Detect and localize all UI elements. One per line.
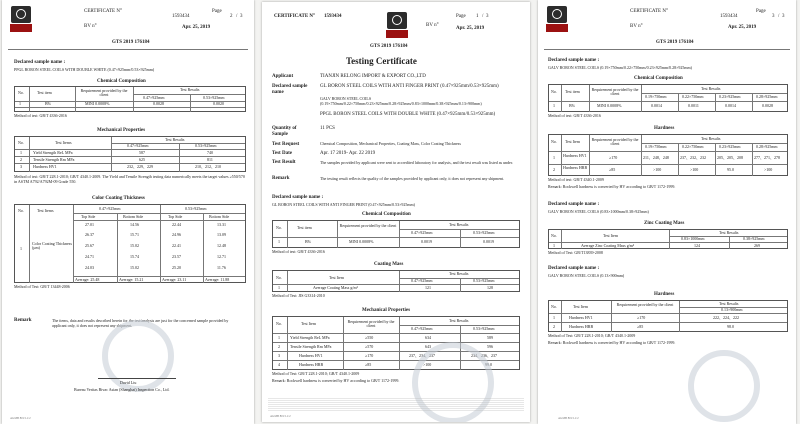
table-cell: 1 [278, 285, 280, 290]
table-header: 0.28×925mm [756, 94, 778, 99]
table-cell: Hardness HV1 [569, 315, 593, 320]
method-note: Method of Test: GB/T13839-2008 [548, 250, 603, 255]
table-header: No. [18, 140, 24, 145]
table-cell: 22.41 [172, 243, 181, 248]
bv-label: BV n° [426, 23, 439, 28]
declared-label: Declared sample name : [14, 60, 66, 65]
table-cell: 1 [278, 239, 280, 244]
table-cell: Tensile Strength Rm MPa [290, 344, 332, 349]
table-cell: 2 [278, 344, 280, 349]
table-header: Test Results [701, 86, 721, 91]
certificate-page-2 [2, 0, 254, 424]
table-header: Test Item [565, 139, 580, 144]
table-header: 0.47×925mm [411, 230, 433, 235]
method-note: Method of test: GB/T 228.1-2010; GB/T 4340.1-2009. The Yield and Tensile Strength testing data numerically meets the target values ≥550/570 in ASTM A792/A792M-09 Grade 550. [14, 174, 245, 184]
table-cell: Hardness HV1 [299, 353, 323, 358]
table-cell: 3 [278, 353, 280, 358]
table-cell: 15.02 [130, 243, 139, 248]
table-header: Requirement provided by the client [591, 137, 639, 146]
page-total: 3 [486, 14, 489, 19]
field-value: TIANJIN RELONG IMPORT & EXPORT CO.,LTD [320, 74, 426, 79]
table-cell: 2 [553, 324, 555, 329]
table-cell: Hardness HRB [569, 324, 594, 329]
section-title: Mechanical Properties [97, 128, 146, 133]
table-cell: Hardness HRB [299, 362, 324, 367]
field-value: The samples provided by applicant were sent to accredited laboratory for analysis, and the test result was listed as under. [320, 160, 513, 165]
table-header: Test Item [603, 233, 618, 238]
bv-label: BV n° [630, 24, 643, 29]
page-label: Page [456, 14, 466, 19]
table-header: Test Results [449, 271, 469, 276]
table-cell: 95.0 [727, 167, 734, 172]
table-header: 0.53×925mm [185, 206, 207, 211]
coating-mass-table [272, 270, 520, 292]
table-cell: >100 [764, 167, 773, 172]
table-cell: 277、271、278 [754, 155, 780, 160]
table-cell: 0.0014 [651, 103, 662, 108]
page-separator: / [236, 14, 238, 19]
footer-code: AGMB 8013-1/2 [270, 414, 291, 418]
table-header: No. [551, 139, 557, 144]
table-header: Test Item [301, 321, 316, 326]
table-cell: 811 [207, 157, 213, 162]
method-note: Method of Test: JIS G3314-2010 [272, 293, 325, 298]
table-header: No. [551, 304, 557, 309]
bureau-veritas-logo [386, 12, 408, 39]
footer-code: AGMB 8013-1/2 [10, 416, 31, 420]
table-cell: Tensile Strength Rm MPa [33, 157, 75, 162]
table-cell: 0.0019 [483, 239, 494, 244]
declared-label: Declared sample name : [272, 195, 324, 200]
section-title: Mechanical Properties [362, 308, 411, 313]
table-header: 0.53×925mm [473, 230, 495, 235]
table-cell: 2 [20, 157, 22, 162]
page-number: 2 [230, 14, 233, 19]
field-label: Remark [272, 176, 290, 181]
table-header: 0.19×750mm [645, 144, 667, 149]
declared-sample-name: GL BORON STEEL COILS WITH ANTI FINGER PRINT (0.47×925mm/0.53×925mm) [272, 202, 415, 207]
bureau-veritas-logo [546, 6, 568, 33]
hardness-table [548, 134, 788, 176]
page-label: Page [756, 9, 766, 14]
remark-label: Remark [14, 318, 32, 323]
table-cell: >100 [423, 362, 432, 367]
table-cell: 98.0 [727, 324, 734, 329]
table-cell: 205、205、208 [717, 155, 743, 160]
table-cell: Average: 23.11 [162, 277, 187, 282]
gts-number: GTS 2019 176184 [112, 40, 150, 45]
table-header: 0.47×925mm [411, 278, 433, 283]
table-header: 0.38×925mm [743, 236, 765, 241]
seal-watermark [688, 350, 760, 422]
field-label: Declared sample name [272, 84, 308, 95]
table-header: 0.19×750mm [645, 94, 667, 99]
table-header: Test Results [719, 230, 739, 235]
table-header: Test Item [573, 304, 588, 309]
table-header: Test Results [449, 222, 469, 227]
table-cell: 0.0019 [421, 239, 432, 244]
table-cell: 12.71 [217, 254, 226, 259]
table-cell: 24.71 [85, 254, 94, 259]
remark-note: Remark: Rockwell hardness is converted by HV according to GB/T 1172-1999. [548, 184, 676, 189]
field-value: GALV BORON STEEL COILS (0.19×750mm/0.22×750mm/0.23×925mm/0.28×925mm/0.83×1000mm/0.38×925mm/0.13×900mm) [320, 96, 482, 106]
cert-label: CERTIFICATE N° [274, 14, 316, 19]
remark-note: Remark: Rockwell hardness is converted by HV according to GB/T 1172-1999. [548, 340, 676, 345]
table-header: Test Results [701, 136, 721, 141]
table-cell: MINI 0.0008% [597, 103, 622, 108]
table-cell: >100 [690, 167, 699, 172]
table-header: 0.53×925mm [203, 95, 225, 100]
method-note: Method of test: GB/T 4336-2016 [548, 113, 601, 118]
table-cell: 234、236、237 [471, 353, 497, 358]
table-cell: Average: 25.48 [75, 277, 100, 282]
cert-date: Apr. 25, 2019 [728, 25, 757, 30]
table-header: 0.23×925mm [719, 144, 741, 149]
seal-watermark [102, 320, 174, 392]
table-cell: ≥85 [365, 362, 372, 367]
table-cell: ≥85 [637, 324, 644, 329]
table-cell: 0.0028 [762, 103, 773, 108]
table-header: 0.53×925mm [473, 326, 495, 331]
table-header: 0.47×925mm [143, 95, 165, 100]
field-label: Test Result [272, 160, 296, 165]
table-header: 0.13×900mm [721, 307, 743, 312]
table-cell: 2 [553, 167, 555, 172]
table-cell: B% [45, 101, 51, 106]
table-cell: 237、234、237 [409, 353, 435, 358]
table-header: No. [276, 321, 282, 326]
cert-label: CERTIFICATE N° [630, 9, 668, 14]
bureau-veritas-logo [10, 6, 32, 33]
table-header: 0.53×925mm [473, 278, 495, 283]
chemical-table [14, 86, 246, 112]
table-header: 0.83×1000mm [681, 236, 705, 241]
certificate-page-1 [262, 2, 530, 422]
table-header: Test Results [449, 318, 469, 323]
table-header: Test Items [55, 140, 72, 145]
certificate-page-3 [538, 0, 796, 424]
declared-sample-name: PPGL BORON STEEL COILS WITH DOUBLE WHITE (0.47×925mm/0.53×925mm) [14, 67, 155, 72]
table-cell: ≥550 [365, 335, 374, 340]
table-cell: 0.0014 [725, 103, 736, 108]
table-header: Test Results [180, 87, 200, 92]
table-cell: Yield Strength ReL MPa [33, 150, 73, 155]
table-cell: 596 [487, 344, 493, 349]
page-total: 3 [240, 14, 243, 19]
table-cell: 26.37 [85, 232, 94, 237]
table-header: Test item [297, 225, 312, 230]
table-cell: ≥170 [365, 353, 374, 358]
declared-label: Declared sample name : [548, 202, 600, 207]
field-value: GL BORON STEEL COILS WITH ANTI FINGER PRINT (0.47×925mm/0.53×925mm) [320, 84, 499, 89]
table-cell: 269 [754, 243, 760, 248]
table-cell: Average: 15.21 [119, 277, 144, 282]
table-header: 0.23×925mm [719, 94, 741, 99]
table-cell: ≥170 [609, 155, 618, 160]
table-cell: >100 [653, 167, 662, 172]
table-cell: 13.09 [217, 232, 226, 237]
field-label: Test Date [272, 151, 292, 156]
chemical-table [272, 220, 520, 248]
table-cell: 589 [487, 335, 493, 340]
table-cell: 1 [278, 335, 280, 340]
table-cell: 210、212、210 [195, 164, 221, 169]
table-header: Top Side [81, 214, 96, 219]
section-title: Chemical Composition [97, 79, 146, 84]
table-header: Test item [565, 89, 580, 94]
table-cell: 1 [19, 101, 21, 106]
method-note: Method of Test: GB/T 228.1-2010; GB/T 4340.1-2009 [548, 333, 636, 338]
table-cell: MINI 0.0008% [349, 239, 374, 244]
cert-label: CERTIFICATE N° [84, 9, 122, 14]
hardness-table [548, 300, 788, 332]
table-header: 0.22×750mm [682, 94, 704, 99]
field-value: Apr. 17 2019- Apr. 22 2019 [320, 151, 376, 156]
field-value: 11 PCS [320, 126, 335, 131]
table-cell: 27.01 [85, 222, 94, 227]
table-cell: B% [569, 103, 575, 108]
table-header: Requirement provided by the client [339, 223, 397, 228]
table-header: Requirement provided by the client [80, 88, 128, 97]
table-cell: 15.71 [130, 232, 139, 237]
declared-sample-name: GALV BORON STEEL COILS (0.19×750mm/0.22×750mm/0.23×925mm/0.28×925mm) [548, 65, 692, 70]
table-header: Test Results [165, 137, 185, 142]
method-note: Method of test: GB/T 4336-2016 [14, 113, 67, 118]
table-cell: Hardness HRB [563, 165, 588, 170]
table-cell: 99.0 [485, 362, 492, 367]
cert-number: 1593434 [720, 14, 738, 19]
table-cell: Average Zinc Coating Mass g/m² [581, 243, 635, 248]
table-cell: 12.48 [217, 243, 226, 248]
table-header: 0.22×750mm [682, 144, 704, 149]
fine-print-terms [268, 398, 524, 412]
table-cell: 587 [139, 150, 145, 155]
field-value: Chemical Composition, Mechanical Properties, Coating Mass, Color Coating Thickness [320, 141, 461, 146]
field-value: The testing result reflects the quality of the samples provided by applicant only, it does not represent any shipment. [320, 176, 505, 181]
table-cell: 634 [425, 335, 431, 340]
color-item-label: Color Coating Thickness (μm) [32, 241, 72, 250]
table-cell: ≥570 [365, 344, 374, 349]
page-total: 3 [782, 14, 785, 19]
table-header: Requirement provided by the client [616, 302, 674, 307]
table-cell: 13.31 [217, 222, 226, 227]
table-cell: 0.0020 [213, 101, 224, 106]
table-cell: B% [305, 239, 311, 244]
declared-label: Declared sample name : [548, 266, 600, 271]
section-title: Color Coating Thickness [92, 196, 145, 201]
cert-date: Apr. 25, 2019 [182, 25, 211, 30]
table-cell: 11.76 [217, 265, 226, 270]
field-label: Test Request [272, 142, 300, 147]
section-title: Hardness [654, 292, 675, 297]
table-header: Bottom Side [123, 214, 144, 219]
signer-name: David Liu [120, 380, 137, 385]
table-cell: 1 [20, 246, 22, 251]
table-cell: 4 [278, 362, 280, 367]
table-cell: ≥170 [637, 315, 646, 320]
table-header: Test Item [329, 275, 344, 280]
declared-sample-name: GALV BORON STEEL COILS (0.13×900mm) [548, 273, 625, 278]
table-cell: Hardness HV1 [33, 164, 57, 169]
table-cell: 740 [207, 150, 213, 155]
table-cell: 25.67 [85, 243, 94, 248]
table-cell: 643 [425, 344, 431, 349]
table-cell: Hardness HV1 [563, 153, 587, 158]
table-header: No. [551, 89, 557, 94]
table-cell: 625 [139, 157, 145, 162]
table-header: Test item [37, 90, 52, 95]
table-header: 0.28×925mm [756, 144, 778, 149]
mechanical-table [14, 136, 246, 172]
zinc-coating-table [548, 229, 788, 249]
page-title: Testing Certificate [346, 56, 417, 66]
table-cell: 22.44 [172, 222, 181, 227]
table-header: No. [276, 275, 282, 280]
method-note: Method of Test: GB/T 13448-2006 [14, 284, 70, 289]
declared-sample-name: GALV BORON STEEL COILS (0.83×1000mm/0.38×925mm) [548, 209, 649, 214]
page-label: Page [212, 9, 222, 14]
table-header: 0.47×925mm [411, 326, 433, 331]
method-note: Method of test: GB/T 4336-2016 [272, 249, 325, 254]
field-label: Quantity of Sample [272, 126, 297, 137]
table-cell: 237、232、232 [680, 155, 706, 160]
remark-text: The items, data and results described herein for the test/analysis are just for the concerned sample provided by applicant only, it does not represent any shipment. [52, 318, 229, 328]
table-header: No. [276, 225, 282, 230]
section-title: Coating Mass [374, 262, 404, 267]
table-header: Test Results [719, 301, 739, 306]
table-header: Top Side [168, 214, 183, 219]
chemical-table [548, 84, 788, 112]
table-cell: 3 [20, 164, 22, 169]
table-header: Test Items [37, 208, 54, 213]
method-note: Method of Test: GB/T 228.1-2010; GB/T 4340.1-2009 [272, 371, 360, 376]
bv-label: BV n° [84, 24, 97, 29]
table-header: 0.47×925mm [127, 143, 149, 148]
table-cell: Average Coating Mass g/m² [313, 285, 358, 290]
cert-date: Apr. 25, 2019 [456, 26, 485, 31]
table-header: Requirement provided by the client [347, 319, 395, 328]
remark-note: Remark: Rockwell hardness is converted by HV according to GB/T 1172-1999. [272, 378, 400, 383]
table-cell: 1 [553, 243, 555, 248]
table-cell: 121 [425, 285, 431, 290]
table-cell: 15.74 [130, 254, 139, 259]
page-number: 3 [772, 14, 775, 19]
table-cell: 15.02 [130, 265, 139, 270]
table-cell: 222、224、222 [713, 315, 739, 320]
page-number: 1 [476, 14, 479, 19]
footer-code: AGMB 8013-1/2 [558, 416, 579, 420]
cert-number: 1593434 [172, 14, 190, 19]
table-cell: 1 [20, 150, 22, 155]
section-title: Chemical Composition [634, 76, 683, 81]
table-header: 0.47×925mm [99, 206, 121, 211]
table-header: Requirement provided by the client [591, 87, 639, 96]
method-note: Method of test: GB/T 4340.1-2009 [548, 177, 604, 182]
table-cell: 1 [553, 315, 555, 320]
table-cell: 211、248、248 [643, 155, 669, 160]
page-separator: / [482, 14, 484, 19]
table-header: Bottom Side [209, 214, 230, 219]
table-cell: 24.03 [85, 265, 94, 270]
table-cell: 232、229、229 [127, 164, 153, 169]
table-cell: 128 [487, 285, 493, 290]
table-header: No. [18, 90, 24, 95]
table-cell: 23.57 [172, 254, 181, 259]
table-cell: 124 [694, 243, 700, 248]
table-cell: ≥85 [609, 167, 616, 172]
cert-number: 1593434 [324, 14, 342, 19]
table-cell: 0.0011 [688, 103, 699, 108]
table-cell: Average: 11.88 [205, 277, 230, 282]
table-cell: 1 [553, 103, 555, 108]
field-value: PPGL BORON STEEL COILS WITH DOUBLE WHITE (0.47×925mm/0.53×925mm) [320, 112, 496, 117]
table-cell: Yield Strength ReL MPa [290, 335, 330, 340]
table-cell: 25.20 [172, 265, 181, 270]
field-label: Applicant [272, 74, 294, 79]
table-header: No. [551, 233, 557, 238]
page-separator: / [778, 14, 780, 19]
table-header: 0.53×925mm [195, 143, 217, 148]
table-header: No. [18, 208, 24, 213]
color-coating-table [14, 204, 246, 283]
gts-number: GTS 2019 176184 [370, 44, 408, 49]
table-cell: 24.96 [172, 232, 181, 237]
table-cell: 0.0028 [153, 101, 164, 106]
signer-organization: Bureau Veritas Bivac Asian (Shanghai) Inspection Co., Ltd. [74, 387, 170, 392]
table-cell: 14.56 [130, 222, 139, 227]
table-cell: MINI 0.0008% [85, 101, 110, 106]
section-title: Chemical Composition [362, 212, 411, 217]
section-title: Hardness [654, 126, 675, 131]
declared-label: Declared sample name : [548, 58, 600, 63]
section-title: Zinc Coating Mass [644, 221, 685, 226]
gts-number: GTS 2019 176184 [656, 40, 694, 45]
table-cell: 1 [553, 155, 555, 160]
